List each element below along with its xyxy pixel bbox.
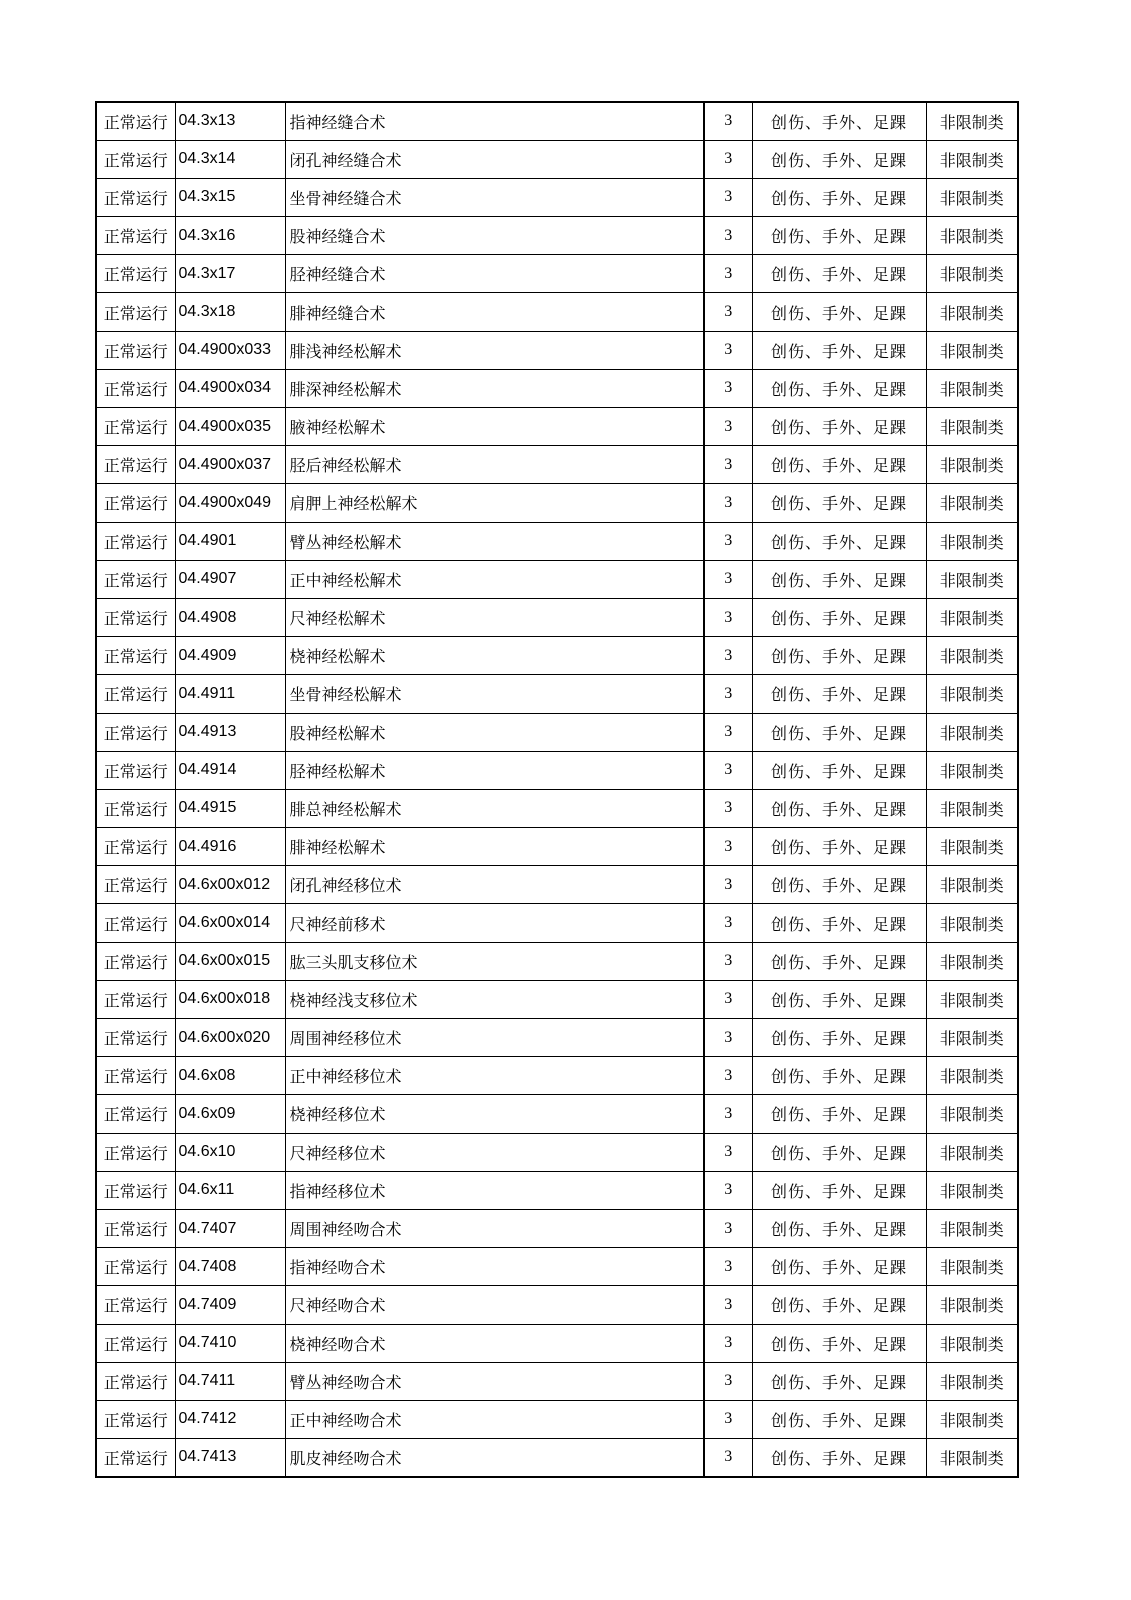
category-cell: 非限制类	[926, 1057, 1018, 1095]
procedure-name-cell: 坐骨神经松解术	[285, 675, 704, 713]
code-cell: 04.6x00x018	[175, 980, 285, 1018]
procedure-name-cell: 指神经移位术	[285, 1171, 704, 1209]
department-cell: 创伤、手外、足踝	[752, 1286, 926, 1324]
category-cell: 非限制类	[926, 1286, 1018, 1324]
table-row	[96, 484, 1018, 522]
code-cell: 04.3x14	[175, 140, 285, 178]
grade-cell: 3	[704, 140, 752, 178]
procedure-name-cell: 肌皮神经吻合术	[285, 1439, 704, 1477]
grade-cell: 3	[704, 331, 752, 369]
category-cell: 非限制类	[926, 446, 1018, 484]
grade-cell: 3	[704, 942, 752, 980]
category-cell: 非限制类	[926, 217, 1018, 255]
status-cell: 正常运行	[96, 980, 175, 1018]
table-row	[96, 408, 1018, 446]
table-row	[96, 560, 1018, 598]
category-cell: 非限制类	[926, 1209, 1018, 1247]
table-row	[96, 1133, 1018, 1171]
code-cell: 04.4900x033	[175, 331, 285, 369]
status-cell: 正常运行	[96, 1439, 175, 1477]
status-cell: 正常运行	[96, 446, 175, 484]
grade-cell: 3	[704, 1400, 752, 1438]
table-row	[96, 713, 1018, 751]
department-cell: 创伤、手外、足踝	[752, 217, 926, 255]
code-cell: 04.4907	[175, 560, 285, 598]
code-cell: 04.6x00x012	[175, 866, 285, 904]
grade-cell: 3	[704, 866, 752, 904]
status-cell: 正常运行	[96, 1286, 175, 1324]
department-cell: 创伤、手外、足踝	[752, 598, 926, 636]
department-cell: 创伤、手外、足踝	[752, 637, 926, 675]
procedure-name-cell: 桡神经吻合术	[285, 1324, 704, 1362]
table-row	[96, 904, 1018, 942]
code-cell: 04.6x00x014	[175, 904, 285, 942]
procedure-name-cell: 尺神经吻合术	[285, 1286, 704, 1324]
department-cell: 创伤、手外、足踝	[752, 1439, 926, 1477]
status-cell: 正常运行	[96, 1324, 175, 1362]
department-cell: 创伤、手外、足踝	[752, 1209, 926, 1247]
department-cell: 创伤、手外、足踝	[752, 1057, 926, 1095]
procedure-name-cell: 尺神经前移术	[285, 904, 704, 942]
grade-cell: 3	[704, 1171, 752, 1209]
grade-cell: 3	[704, 1439, 752, 1477]
procedure-name-cell: 胫后神经松解术	[285, 446, 704, 484]
procedure-name-cell: 臂丛神经吻合术	[285, 1362, 704, 1400]
code-cell: 04.3x15	[175, 178, 285, 216]
code-cell: 04.3x16	[175, 217, 285, 255]
code-cell: 04.6x00x020	[175, 1019, 285, 1057]
status-cell: 正常运行	[96, 293, 175, 331]
status-cell: 正常运行	[96, 217, 175, 255]
code-cell: 04.7411	[175, 1362, 285, 1400]
category-cell: 非限制类	[926, 560, 1018, 598]
table-body	[96, 102, 1018, 1477]
grade-cell: 3	[704, 102, 752, 140]
status-cell: 正常运行	[96, 1248, 175, 1286]
procedure-name-cell: 坐骨神经缝合术	[285, 178, 704, 216]
status-cell: 正常运行	[96, 1209, 175, 1247]
table-row	[96, 942, 1018, 980]
department-cell: 创伤、手外、足踝	[752, 713, 926, 751]
procedure-name-cell: 闭孔神经移位术	[285, 866, 704, 904]
department-cell: 创伤、手外、足踝	[752, 293, 926, 331]
code-cell: 04.4908	[175, 598, 285, 636]
grade-cell: 3	[704, 217, 752, 255]
department-cell: 创伤、手外、足踝	[752, 140, 926, 178]
code-cell: 04.4900x037	[175, 446, 285, 484]
procedure-name-cell: 闭孔神经缝合术	[285, 140, 704, 178]
code-cell: 04.6x11	[175, 1171, 285, 1209]
table-row	[96, 1095, 1018, 1133]
status-cell: 正常运行	[96, 828, 175, 866]
category-cell: 非限制类	[926, 751, 1018, 789]
department-cell: 创伤、手外、足踝	[752, 675, 926, 713]
status-cell: 正常运行	[96, 178, 175, 216]
grade-cell: 3	[704, 255, 752, 293]
grade-cell: 3	[704, 1133, 752, 1171]
code-cell: 04.7410	[175, 1324, 285, 1362]
category-cell: 非限制类	[926, 178, 1018, 216]
department-cell: 创伤、手外、足踝	[752, 1171, 926, 1209]
procedure-name-cell: 桡神经松解术	[285, 637, 704, 675]
grade-cell: 3	[704, 1057, 752, 1095]
table-row	[96, 1324, 1018, 1362]
table-row	[96, 637, 1018, 675]
grade-cell: 3	[704, 1019, 752, 1057]
department-cell: 创伤、手外、足踝	[752, 331, 926, 369]
department-cell: 创伤、手外、足踝	[752, 980, 926, 1018]
code-cell: 04.7407	[175, 1209, 285, 1247]
code-cell: 04.6x08	[175, 1057, 285, 1095]
status-cell: 正常运行	[96, 1095, 175, 1133]
grade-cell: 3	[704, 446, 752, 484]
procedure-name-cell: 腓神经缝合术	[285, 293, 704, 331]
grade-cell: 3	[704, 1362, 752, 1400]
status-cell: 正常运行	[96, 560, 175, 598]
status-cell: 正常运行	[96, 1133, 175, 1171]
code-cell: 04.3x13	[175, 102, 285, 140]
code-cell: 04.4900x049	[175, 484, 285, 522]
code-cell: 04.4915	[175, 789, 285, 827]
code-cell: 04.6x10	[175, 1133, 285, 1171]
category-cell: 非限制类	[926, 369, 1018, 407]
category-cell: 非限制类	[926, 713, 1018, 751]
procedure-name-cell: 腓深神经松解术	[285, 369, 704, 407]
table-row	[96, 1439, 1018, 1477]
department-cell: 创伤、手外、足踝	[752, 904, 926, 942]
grade-cell: 3	[704, 713, 752, 751]
table-row	[96, 369, 1018, 407]
procedure-name-cell: 指神经缝合术	[285, 102, 704, 140]
status-cell: 正常运行	[96, 904, 175, 942]
table-row	[96, 980, 1018, 1018]
table-row	[96, 255, 1018, 293]
department-cell: 创伤、手外、足踝	[752, 484, 926, 522]
department-cell: 创伤、手外、足踝	[752, 942, 926, 980]
status-cell: 正常运行	[96, 484, 175, 522]
category-cell: 非限制类	[926, 408, 1018, 446]
category-cell: 非限制类	[926, 866, 1018, 904]
procedure-name-cell: 周围神经移位术	[285, 1019, 704, 1057]
department-cell: 创伤、手外、足踝	[752, 1248, 926, 1286]
procedure-name-cell: 指神经吻合术	[285, 1248, 704, 1286]
table-row	[96, 102, 1018, 140]
grade-cell: 3	[704, 751, 752, 789]
procedure-name-cell: 臂丛神经松解术	[285, 522, 704, 560]
department-cell: 创伤、手外、足踝	[752, 1400, 926, 1438]
procedure-name-cell: 股神经松解术	[285, 713, 704, 751]
department-cell: 创伤、手外、足踝	[752, 369, 926, 407]
department-cell: 创伤、手外、足踝	[752, 828, 926, 866]
procedure-table	[95, 101, 1019, 1478]
procedure-name-cell: 胫神经松解术	[285, 751, 704, 789]
department-cell: 创伤、手外、足踝	[752, 446, 926, 484]
category-cell: 非限制类	[926, 1248, 1018, 1286]
grade-cell: 3	[704, 369, 752, 407]
category-cell: 非限制类	[926, 1362, 1018, 1400]
procedure-name-cell: 尺神经松解术	[285, 598, 704, 636]
category-cell: 非限制类	[926, 598, 1018, 636]
category-cell: 非限制类	[926, 522, 1018, 560]
procedure-name-cell: 桡神经移位术	[285, 1095, 704, 1133]
status-cell: 正常运行	[96, 331, 175, 369]
code-cell: 04.4909	[175, 637, 285, 675]
category-cell: 非限制类	[926, 942, 1018, 980]
table-row	[96, 331, 1018, 369]
category-cell: 非限制类	[926, 637, 1018, 675]
category-cell: 非限制类	[926, 1019, 1018, 1057]
procedure-name-cell: 腓神经松解术	[285, 828, 704, 866]
category-cell: 非限制类	[926, 1324, 1018, 1362]
status-cell: 正常运行	[96, 866, 175, 904]
code-cell: 04.4901	[175, 522, 285, 560]
grade-cell: 3	[704, 178, 752, 216]
procedure-name-cell: 正中神经移位术	[285, 1057, 704, 1095]
status-cell: 正常运行	[96, 369, 175, 407]
code-cell: 04.4916	[175, 828, 285, 866]
status-cell: 正常运行	[96, 1057, 175, 1095]
procedure-name-cell: 周围神经吻合术	[285, 1209, 704, 1247]
department-cell: 创伤、手外、足踝	[752, 1324, 926, 1362]
table-row	[96, 1400, 1018, 1438]
status-cell: 正常运行	[96, 102, 175, 140]
category-cell: 非限制类	[926, 980, 1018, 1018]
status-cell: 正常运行	[96, 140, 175, 178]
table-row	[96, 1286, 1018, 1324]
status-cell: 正常运行	[96, 789, 175, 827]
grade-cell: 3	[704, 598, 752, 636]
category-cell: 非限制类	[926, 1439, 1018, 1477]
procedure-name-cell: 胫神经缝合术	[285, 255, 704, 293]
grade-cell: 3	[704, 789, 752, 827]
department-cell: 创伤、手外、足踝	[752, 1362, 926, 1400]
category-cell: 非限制类	[926, 1095, 1018, 1133]
category-cell: 非限制类	[926, 675, 1018, 713]
grade-cell: 3	[704, 1286, 752, 1324]
department-cell: 创伤、手外、足踝	[752, 522, 926, 560]
status-cell: 正常运行	[96, 675, 175, 713]
category-cell: 非限制类	[926, 1171, 1018, 1209]
department-cell: 创伤、手外、足踝	[752, 751, 926, 789]
code-cell: 04.4911	[175, 675, 285, 713]
grade-cell: 3	[704, 675, 752, 713]
category-cell: 非限制类	[926, 255, 1018, 293]
category-cell: 非限制类	[926, 140, 1018, 178]
table-row	[96, 751, 1018, 789]
category-cell: 非限制类	[926, 293, 1018, 331]
table-row	[96, 293, 1018, 331]
table-row	[96, 1019, 1018, 1057]
table-row	[96, 598, 1018, 636]
code-cell: 04.6x00x015	[175, 942, 285, 980]
procedure-name-cell: 腓浅神经松解术	[285, 331, 704, 369]
code-cell: 04.7412	[175, 1400, 285, 1438]
department-cell: 创伤、手外、足踝	[752, 408, 926, 446]
procedure-name-cell: 桡神经浅支移位术	[285, 980, 704, 1018]
table-row	[96, 866, 1018, 904]
table-row	[96, 140, 1018, 178]
procedure-name-cell: 股神经缝合术	[285, 217, 704, 255]
grade-cell: 3	[704, 828, 752, 866]
department-cell: 创伤、手外、足踝	[752, 560, 926, 598]
procedure-name-cell: 腓总神经松解术	[285, 789, 704, 827]
code-cell: 04.3x18	[175, 293, 285, 331]
category-cell: 非限制类	[926, 1133, 1018, 1171]
table-row	[96, 1171, 1018, 1209]
grade-cell: 3	[704, 1324, 752, 1362]
grade-cell: 3	[704, 1209, 752, 1247]
status-cell: 正常运行	[96, 1400, 175, 1438]
status-cell: 正常运行	[96, 522, 175, 560]
grade-cell: 3	[704, 408, 752, 446]
table-row	[96, 522, 1018, 560]
procedure-name-cell: 正中神经松解术	[285, 560, 704, 598]
procedure-name-cell: 正中神经吻合术	[285, 1400, 704, 1438]
code-cell: 04.7413	[175, 1439, 285, 1477]
code-cell: 04.7409	[175, 1286, 285, 1324]
table-row	[96, 1209, 1018, 1247]
department-cell: 创伤、手外、足踝	[752, 1095, 926, 1133]
category-cell: 非限制类	[926, 828, 1018, 866]
category-cell: 非限制类	[926, 331, 1018, 369]
category-cell: 非限制类	[926, 484, 1018, 522]
department-cell: 创伤、手外、足踝	[752, 102, 926, 140]
department-cell: 创伤、手外、足踝	[752, 255, 926, 293]
category-cell: 非限制类	[926, 102, 1018, 140]
grade-cell: 3	[704, 1095, 752, 1133]
department-cell: 创伤、手外、足踝	[752, 178, 926, 216]
status-cell: 正常运行	[96, 598, 175, 636]
procedure-name-cell: 尺神经移位术	[285, 1133, 704, 1171]
table-row	[96, 1057, 1018, 1095]
table-row	[96, 828, 1018, 866]
table-row	[96, 675, 1018, 713]
status-cell: 正常运行	[96, 1362, 175, 1400]
table-row	[96, 446, 1018, 484]
code-cell: 04.3x17	[175, 255, 285, 293]
department-cell: 创伤、手外、足踝	[752, 1133, 926, 1171]
status-cell: 正常运行	[96, 255, 175, 293]
status-cell: 正常运行	[96, 637, 175, 675]
status-cell: 正常运行	[96, 713, 175, 751]
status-cell: 正常运行	[96, 408, 175, 446]
status-cell: 正常运行	[96, 751, 175, 789]
code-cell: 04.7408	[175, 1248, 285, 1286]
department-cell: 创伤、手外、足踝	[752, 789, 926, 827]
procedure-name-cell: 腋神经松解术	[285, 408, 704, 446]
procedure-name-cell: 肩胛上神经松解术	[285, 484, 704, 522]
status-cell: 正常运行	[96, 1171, 175, 1209]
table-row	[96, 1248, 1018, 1286]
grade-cell: 3	[704, 522, 752, 560]
table-row	[96, 217, 1018, 255]
category-cell: 非限制类	[926, 904, 1018, 942]
code-cell: 04.4914	[175, 751, 285, 789]
table-row	[96, 789, 1018, 827]
category-cell: 非限制类	[926, 789, 1018, 827]
procedure-name-cell: 肱三头肌支移位术	[285, 942, 704, 980]
table-row	[96, 178, 1018, 216]
grade-cell: 3	[704, 560, 752, 598]
grade-cell: 3	[704, 484, 752, 522]
category-cell: 非限制类	[926, 1400, 1018, 1438]
grade-cell: 3	[704, 904, 752, 942]
status-cell: 正常运行	[96, 1019, 175, 1057]
code-cell: 04.4900x034	[175, 369, 285, 407]
grade-cell: 3	[704, 980, 752, 1018]
grade-cell: 3	[704, 1248, 752, 1286]
code-cell: 04.6x09	[175, 1095, 285, 1133]
department-cell: 创伤、手外、足踝	[752, 1019, 926, 1057]
code-cell: 04.4900x035	[175, 408, 285, 446]
table-row	[96, 1362, 1018, 1400]
department-cell: 创伤、手外、足踝	[752, 866, 926, 904]
grade-cell: 3	[704, 637, 752, 675]
code-cell: 04.4913	[175, 713, 285, 751]
status-cell: 正常运行	[96, 942, 175, 980]
grade-cell: 3	[704, 293, 752, 331]
